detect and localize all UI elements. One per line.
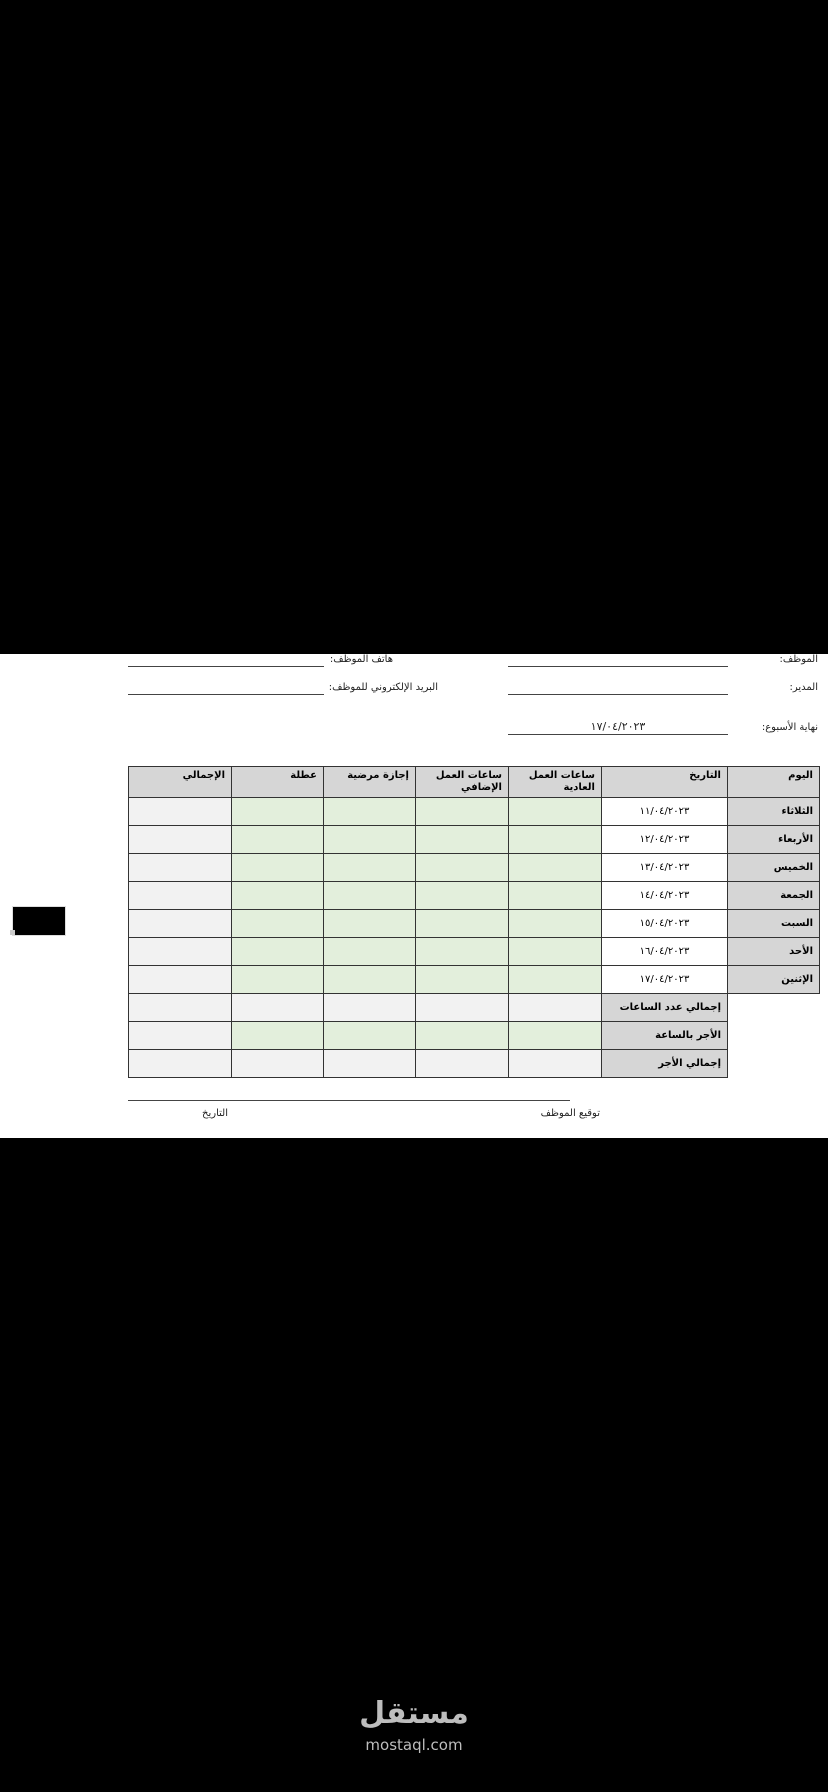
total-cell xyxy=(129,826,232,854)
rate-sick-leave-cell[interactable] xyxy=(324,1022,416,1050)
col-sick-leave: إجازة مرضية xyxy=(324,767,416,798)
summary-row-hourly-rate xyxy=(129,1022,820,1050)
overtime-hours-cell[interactable] xyxy=(416,910,509,938)
holiday-cell[interactable] xyxy=(232,910,324,938)
table-row xyxy=(129,910,820,938)
date-cell: ١٤/٠٤/٢٠٢٣ xyxy=(602,882,728,910)
signature-label: توقيع الموظف xyxy=(540,1108,600,1119)
total-overtime-hours-cell xyxy=(416,994,509,1022)
summary-label: إجمالي الأجر xyxy=(602,1050,728,1078)
day-cell: الأربعاء xyxy=(728,826,820,854)
total-regular-hours-cell xyxy=(509,994,602,1022)
total-holiday-cell xyxy=(232,994,324,1022)
col-day: اليوم xyxy=(728,767,820,798)
holiday-cell[interactable] xyxy=(232,938,324,966)
regular-hours-cell[interactable] xyxy=(509,938,602,966)
table-row xyxy=(129,798,820,826)
col-holiday: عطلة xyxy=(232,767,324,798)
sick-leave-cell[interactable] xyxy=(324,966,416,994)
total-cell xyxy=(129,910,232,938)
employee-email-label: البريد الإلكتروني للموظف: xyxy=(328,682,438,693)
date-cell: ١٦/٠٤/٢٠٢٣ xyxy=(602,938,728,966)
table-row xyxy=(129,854,820,882)
selection-handle xyxy=(10,930,15,935)
sick-leave-cell[interactable] xyxy=(324,854,416,882)
date-cell: ١٥/٠٤/٢٠٢٣ xyxy=(602,910,728,938)
sick-leave-cell[interactable] xyxy=(324,910,416,938)
grand-total-pay-cell xyxy=(129,1050,232,1078)
total-cell xyxy=(129,938,232,966)
date-cell: ١٧/٠٤/٢٠٢٣ xyxy=(602,966,728,994)
sick-leave-cell[interactable] xyxy=(324,938,416,966)
signature-date-label: التاريخ xyxy=(202,1108,228,1119)
rate-overtime-cell[interactable] xyxy=(416,1022,509,1050)
date-cell: ١١/٠٤/٢٠٢٣ xyxy=(602,798,728,826)
col-regular-hours: ساعات العمل العادية xyxy=(509,767,602,798)
regular-hours-cell[interactable] xyxy=(509,882,602,910)
overtime-hours-cell[interactable] xyxy=(416,854,509,882)
week-end-label: نهاية الأسبوع: xyxy=(761,722,818,733)
regular-hours-cell[interactable] xyxy=(509,910,602,938)
employee-phone-line xyxy=(128,666,324,667)
holiday-cell[interactable] xyxy=(232,798,324,826)
grand-total-hours-cell xyxy=(129,994,232,1022)
sick-leave-cell[interactable] xyxy=(324,882,416,910)
day-cell: الإثنين xyxy=(728,966,820,994)
holiday-cell[interactable] xyxy=(232,826,324,854)
summary-label: إجمالي عدد الساعات xyxy=(602,994,728,1022)
empty-cell xyxy=(728,994,820,1022)
week-end-value: ١٧/٠٤/٢٠٢٣ xyxy=(590,720,646,733)
sick-leave-cell[interactable] xyxy=(324,798,416,826)
pay-holiday-cell xyxy=(232,1050,324,1078)
regular-hours-cell[interactable] xyxy=(509,854,602,882)
empty-cell xyxy=(728,1022,820,1050)
pay-regular-cell xyxy=(509,1050,602,1078)
sick-leave-cell[interactable] xyxy=(324,826,416,854)
selection-box xyxy=(12,906,66,936)
pay-overtime-cell xyxy=(416,1050,509,1078)
total-cell xyxy=(129,854,232,882)
overtime-hours-cell[interactable] xyxy=(416,966,509,994)
total-cell xyxy=(129,798,232,826)
table-row xyxy=(129,966,820,994)
col-date: التاريخ xyxy=(602,767,728,798)
signature-line xyxy=(128,1100,570,1101)
col-overtime-hours: ساعات العمل الإضافي xyxy=(416,767,509,798)
date-cell: ١٢/٠٤/٢٠٢٣ xyxy=(602,826,728,854)
table-row xyxy=(129,938,820,966)
col-total: الإجمالي xyxy=(129,767,232,798)
regular-hours-cell[interactable] xyxy=(509,826,602,854)
rate-regular-cell[interactable] xyxy=(509,1022,602,1050)
day-cell: الخميس xyxy=(728,854,820,882)
timesheet-table xyxy=(128,766,820,1078)
empty-cell xyxy=(728,1050,820,1078)
pay-sick-leave-cell xyxy=(324,1050,416,1078)
table-header-row xyxy=(129,767,820,798)
overtime-hours-cell[interactable] xyxy=(416,798,509,826)
overtime-hours-cell[interactable] xyxy=(416,938,509,966)
overtime-hours-cell[interactable] xyxy=(416,882,509,910)
summary-row-total-pay xyxy=(129,1050,820,1078)
regular-hours-cell[interactable] xyxy=(509,798,602,826)
employee-phone-label: هاتف الموظف: xyxy=(329,654,393,665)
rate-holiday-cell[interactable] xyxy=(232,1022,324,1050)
date-cell: ١٣/٠٤/٢٠٢٣ xyxy=(602,854,728,882)
total-cell xyxy=(129,882,232,910)
manager-line xyxy=(508,694,728,695)
brand-url: mostaql.com xyxy=(365,1736,463,1754)
total-cell xyxy=(129,966,232,994)
regular-hours-cell[interactable] xyxy=(509,966,602,994)
holiday-cell[interactable] xyxy=(232,966,324,994)
day-cell: السبت xyxy=(728,910,820,938)
summary-label: الأجر بالساعة xyxy=(602,1022,728,1050)
overtime-hours-cell[interactable] xyxy=(416,826,509,854)
holiday-cell[interactable] xyxy=(232,882,324,910)
table-row xyxy=(129,882,820,910)
summary-row-total-hours xyxy=(129,994,820,1022)
manager-label: المدير: xyxy=(789,682,818,693)
employee-label: الموظف: xyxy=(779,654,818,665)
day-cell: الثلاثاء xyxy=(728,798,820,826)
holiday-cell[interactable] xyxy=(232,854,324,882)
day-cell: الجمعة xyxy=(728,882,820,910)
week-end-line xyxy=(508,734,728,735)
table-row xyxy=(129,826,820,854)
day-cell: الأحد xyxy=(728,938,820,966)
rate-total-cell xyxy=(129,1022,232,1050)
total-sick-leave-cell xyxy=(324,994,416,1022)
brand-logo: مستقل xyxy=(359,1696,469,1731)
employee-email-line xyxy=(128,694,324,695)
timesheet-page xyxy=(0,654,828,1138)
employee-line xyxy=(508,666,728,667)
